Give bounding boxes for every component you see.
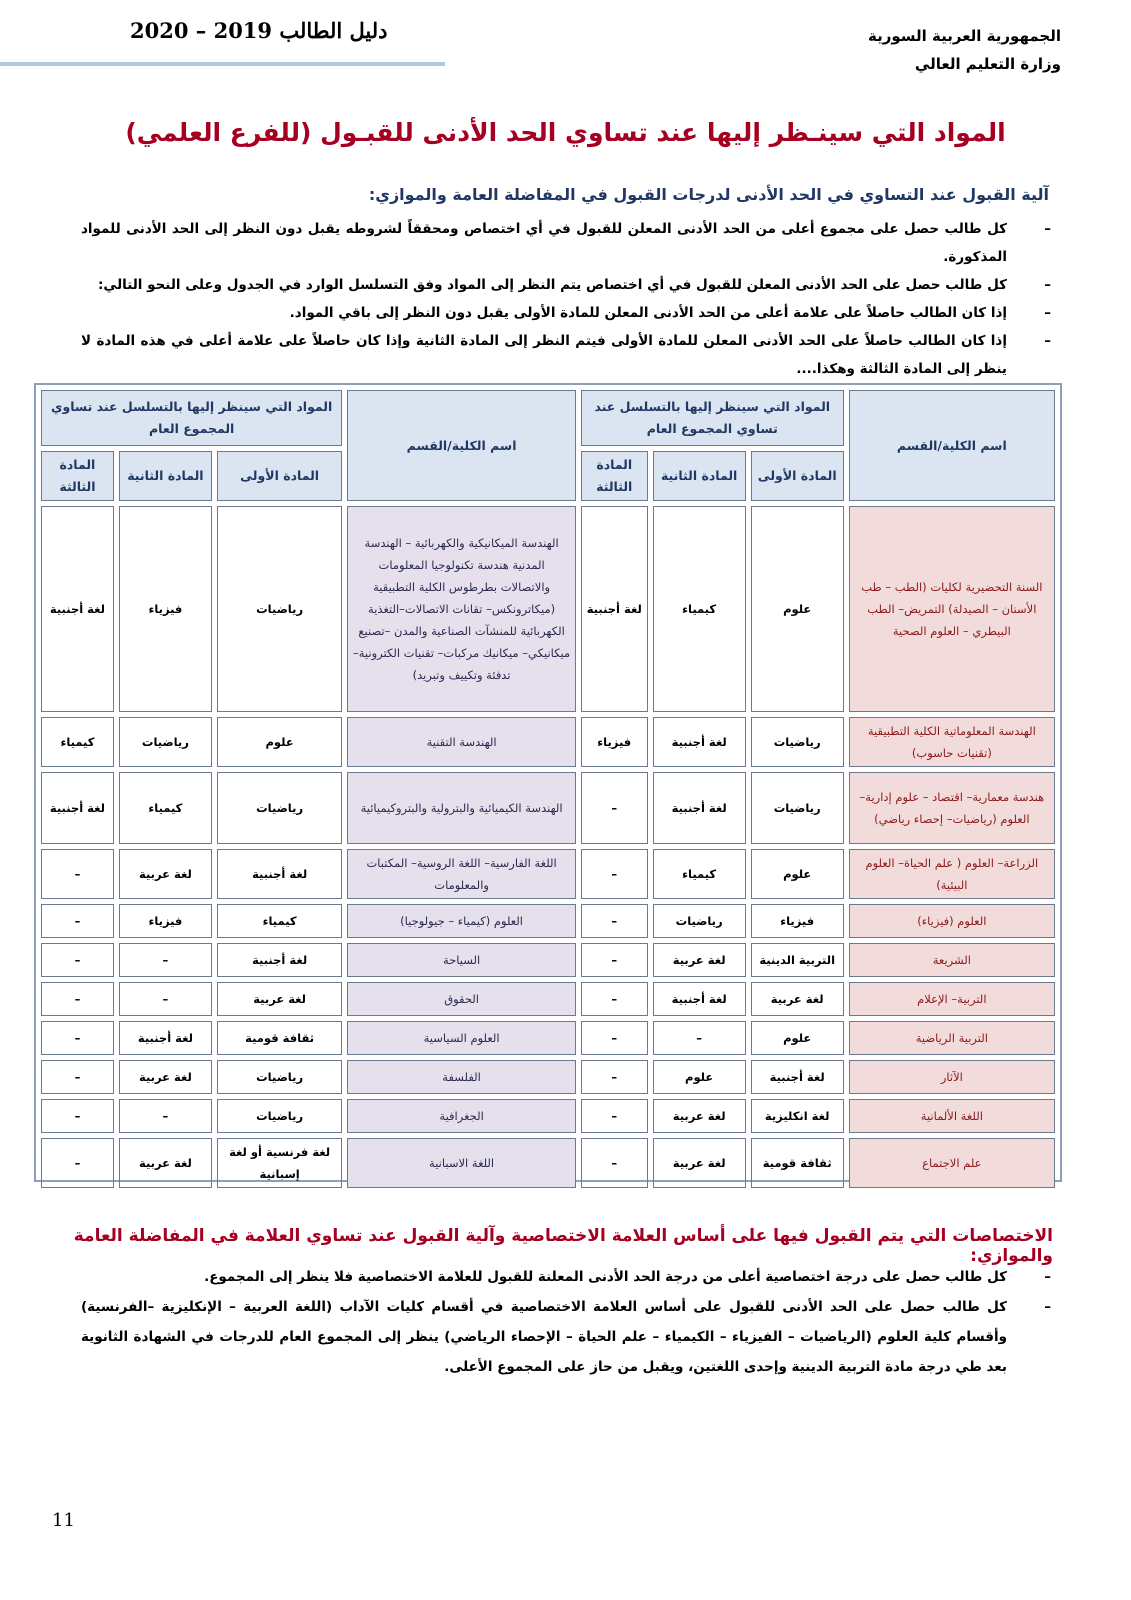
col-header-group: المواد التي سينظر إليها بالتسلسل عند تساوي المجموع العام [581,390,844,446]
faculty-cell: الزراعة– العلوم ( علم الحياة– العلوم البيئية) [849,849,1055,899]
faculty-cell: السياحة [347,943,576,977]
table-row [41,943,1055,977]
faculty-cell: الهندسة الميكانيكية والكهربائية – الهندسة المدنية هندسة تكنولوجيا المعلومات والاتصالات بطرطوس الكلية التطبيقية (ميكاترونكس– تقانات الاتصالات–التغذية الكهربائية للمنشآت الصناعية والمدن –تصنيع ميكانيكي– ميكانيك مركبات– تقنيات الكترونية– تدفئة وتكييف وتبريد) [347,506,576,712]
table-row [41,1060,1055,1094]
subject-cell: – [581,1060,648,1094]
faculty-cell: الهندسة التقنية [347,717,576,767]
subject-cell: التربية الدينية [751,943,844,977]
header-right [761,22,1061,78]
subject-cell: – [41,904,114,938]
subject-cell: كيمياء [653,849,746,899]
faculty-cell: الشريعة [849,943,1055,977]
faculty-cell: اللغة الفارسية– اللغة الروسية– المكتبات والمعلومات [347,849,576,899]
section2-bullets [81,1262,1051,1382]
subject-cell: لغة أجنبية [581,506,648,712]
subject-cell: لغة عربية [119,849,212,899]
subject-cell: لغة أجنبية [751,1060,844,1094]
subject-cell: لغة أجنبية [41,506,114,712]
table-row [41,904,1055,938]
subject-cell: – [581,849,648,899]
subject-cell: لغة عربية [653,943,746,977]
subject-cell: – [581,982,648,1016]
subject-cell: – [581,1021,648,1055]
faculty-cell: الآثار [849,1060,1055,1094]
subject-cell: لغة عربية [653,1099,746,1133]
faculty-cell: العلوم السياسية [347,1021,576,1055]
bullet-item: – كل طالب حصل على الحد الأدنى للقبول على أساس العلامة الاختصاصية في أقسام كليات الآداب (اللغة العربية – الإنكليزية –الفرنسية) وأقسام كلية العلوم (الرياضيات – الفيزياء – الكيمياء – علم الحياة – الإحصاء الرياضي) ينظر إلى المجموع العام للدرجات في الشهادة الثانوية بعد طي درجة مادة التربية الدينية وإحدى اللغتين، ويقبل من حاز على المجموع الأعلى. [81,1299,1051,1375]
subject-cell: كيمياء [41,717,114,767]
subject-cell: لغة أجنبية [653,717,746,767]
subject-cell: لغة أجنبية [217,849,342,899]
subject-cell: – [41,1060,114,1094]
subject-cell: – [581,943,648,977]
faculty-cell: السنة التحضيرية لكليات (الطب – طب الأسنان – الصيدلة) التمريض– الطب البيطري – العلوم الصحية [849,506,1055,712]
bullet-item: – كل طالب حصل على درجة اختصاصية أعلى من درجة الحد الأدنى المعلنة للقبول للعلامة الاختصاصية فلا ينظر إلى المجموع. [204,1269,1051,1285]
faculty-cell: الجغرافية [347,1099,576,1133]
subject-cell: لغة أجنبية [119,1021,212,1055]
subject-cell: لغة أجنبية [217,943,342,977]
bullet-item: – كل طالب حصل على الحد الأدنى المعلن للقبول في أي اختصاص يتم النظر إلى المواد وفق التسلسل الوارد في الجدول وعلى النحو التالي: [98,277,1051,293]
subject-cell: كيمياء [217,904,342,938]
subject-cell: كيمياء [119,772,212,844]
col-header-group: المواد التي سينظر إليها بالتسلسل عند تساوي المجموع العام [41,390,342,446]
faculty-cell: التربية الرياضية [849,1021,1055,1055]
subject-cell: رياضيات [119,717,212,767]
faculty-cell: العلوم (كيمياء – جيولوجيا) [347,904,576,938]
subject-cell: رياضيات [751,772,844,844]
subject-cell: فيزياء [581,717,648,767]
faculty-cell: التربية– الإعلام [849,982,1055,1016]
subject-cell: فيزياء [751,904,844,938]
bullet-item: – كل طالب حصل على مجموع أعلى من الحد الأدنى المعلن للقبول في أي اختصاص ومحققاً لشروطه يقبل دون النظر إلى الحد الأدنى للمواد المذكورة. [81,221,1051,265]
faculty-cell: الفلسفة [347,1060,576,1094]
subject-cell: رياضيات [217,1060,342,1094]
faculty-cell: علم الاجتماع [849,1138,1055,1188]
subject-cell: رياضيات [217,1099,342,1133]
table-row [41,506,1055,712]
subject-cell: لغة عربية [119,1060,212,1094]
faculty-cell: اللغة الاسبانية [347,1138,576,1188]
col-header-third: المادة الثالثة [581,451,648,501]
subject-cell: ثقافة قومية [751,1138,844,1188]
subject-cell: رياضيات [217,506,342,712]
faculty-cell: هندسة معمارية– اقتصاد – علوم إدارية– العلوم (رياضيات– إحصاء رياضي) [849,772,1055,844]
subject-cell: علوم [751,849,844,899]
subject-cell: – [581,1138,648,1188]
table-row [41,1021,1055,1055]
subject-cell: لغة أجنبية [653,772,746,844]
page-title: المواد التي سينـظر إليها عند تساوي الحد الأدنى للقبـول (للفرع العلمي) [125,118,1006,147]
subject-cell: – [119,943,212,977]
faculty-cell: الحقوق [347,982,576,1016]
faculty-cell: العلوم (فيزياء) [849,904,1055,938]
subject-cell: – [41,943,114,977]
subject-cell: فيزياء [119,506,212,712]
republic-name: الجمهورية العربية السورية [868,27,1061,45]
page-number: 11 [52,1510,75,1531]
tie-break-table [34,383,1062,1182]
col-header-first: المادة الأولى [217,451,342,501]
subject-cell: لغة انكليزية [751,1099,844,1133]
col-header-second: المادة الثانية [119,451,212,501]
subject-cell: علوم [653,1060,746,1094]
subject-cell: لغة عربية [217,982,342,1016]
col-header-faculty: اسم الكلية/القسم [347,390,576,501]
subject-cell: لغة عربية [653,1138,746,1188]
subject-cell: – [41,1138,114,1188]
col-header-first: المادة الأولى [751,451,844,501]
subject-cell: لغة أجنبية [653,982,746,1016]
table-row [41,772,1055,844]
section1-heading: آلية القبول عند التساوي في الحد الأدنى لدرجات القبول في المفاضلة العامة والموازي: [368,185,1049,204]
section1-bullets [81,215,1051,383]
subject-cell: – [119,982,212,1016]
subject-cell: – [41,1099,114,1133]
subject-cell: لغة عربية [119,1138,212,1188]
faculty-cell: اللغة الألمانية [849,1099,1055,1133]
table-row [41,982,1055,1016]
bullet-item: – إذا كان الطالب حاصلاً على الحد الأدنى المعلن للمادة الأولى فيتم النظر إلى المادة الثانية وإذا كان حاصلاً على علامة أعلى في هذه المادة لا ينظر إلى المادة الثالثة وهكذا.... [81,333,1051,377]
subject-cell: ثقافة قومية [217,1021,342,1055]
col-header-second: المادة الثانية [653,451,746,501]
subject-cell: كيمياء [653,506,746,712]
table-row [41,1099,1055,1133]
subject-cell: – [581,1099,648,1133]
subject-cell: لغة أجنبية [41,772,114,844]
subject-cell: فيزياء [119,904,212,938]
section2-heading: الاختصاصات التي يتم القبول فيها على أساس العلامة الاختصاصية وآلية القبول عند تساوي العلامة في المفاضلة العامة والموازي: [73,1226,1053,1266]
subjects-table [36,385,1060,1193]
ministry-name: وزارة التعليم العالي [914,55,1061,73]
subject-cell: علوم [217,717,342,767]
subject-cell: – [41,849,114,899]
col-header-third: المادة الثالثة [41,451,114,501]
subject-cell: – [653,1021,746,1055]
subject-cell: رياضيات [217,772,342,844]
subject-cell: علوم [751,1021,844,1055]
faculty-cell: الهندسة المعلوماتية الكلية التطبيقية (تقنيات حاسوب) [849,717,1055,767]
subject-cell: لغة عربية [751,982,844,1016]
faculty-cell: الهندسة الكيميائية والبترولية والبتروكيميائية [347,772,576,844]
bullet-item: – إذا كان الطالب حاصلاً على علامة أعلى من الحد الأدنى المعلن للمادة الأولى يقبل دون النظر إلى باقي المواد. [289,305,1051,321]
col-header-faculty: اسم الكلية/القسم [849,390,1055,501]
subject-cell: علوم [751,506,844,712]
subject-cell: – [581,772,648,844]
subject-cell: رياضيات [653,904,746,938]
table-row [41,1138,1055,1188]
subject-cell: – [581,904,648,938]
subject-cell: – [41,982,114,1016]
table-row [41,717,1055,767]
subject-cell: – [41,1021,114,1055]
header-divider [0,62,445,66]
subject-cell: رياضيات [751,717,844,767]
subject-cell: – [119,1099,212,1133]
table-row [41,849,1055,899]
guide-title: دليل الطالب 2019 – 2020 [130,18,388,43]
subject-cell: لغة فرنسية أو لغة إسبانية [217,1138,342,1188]
